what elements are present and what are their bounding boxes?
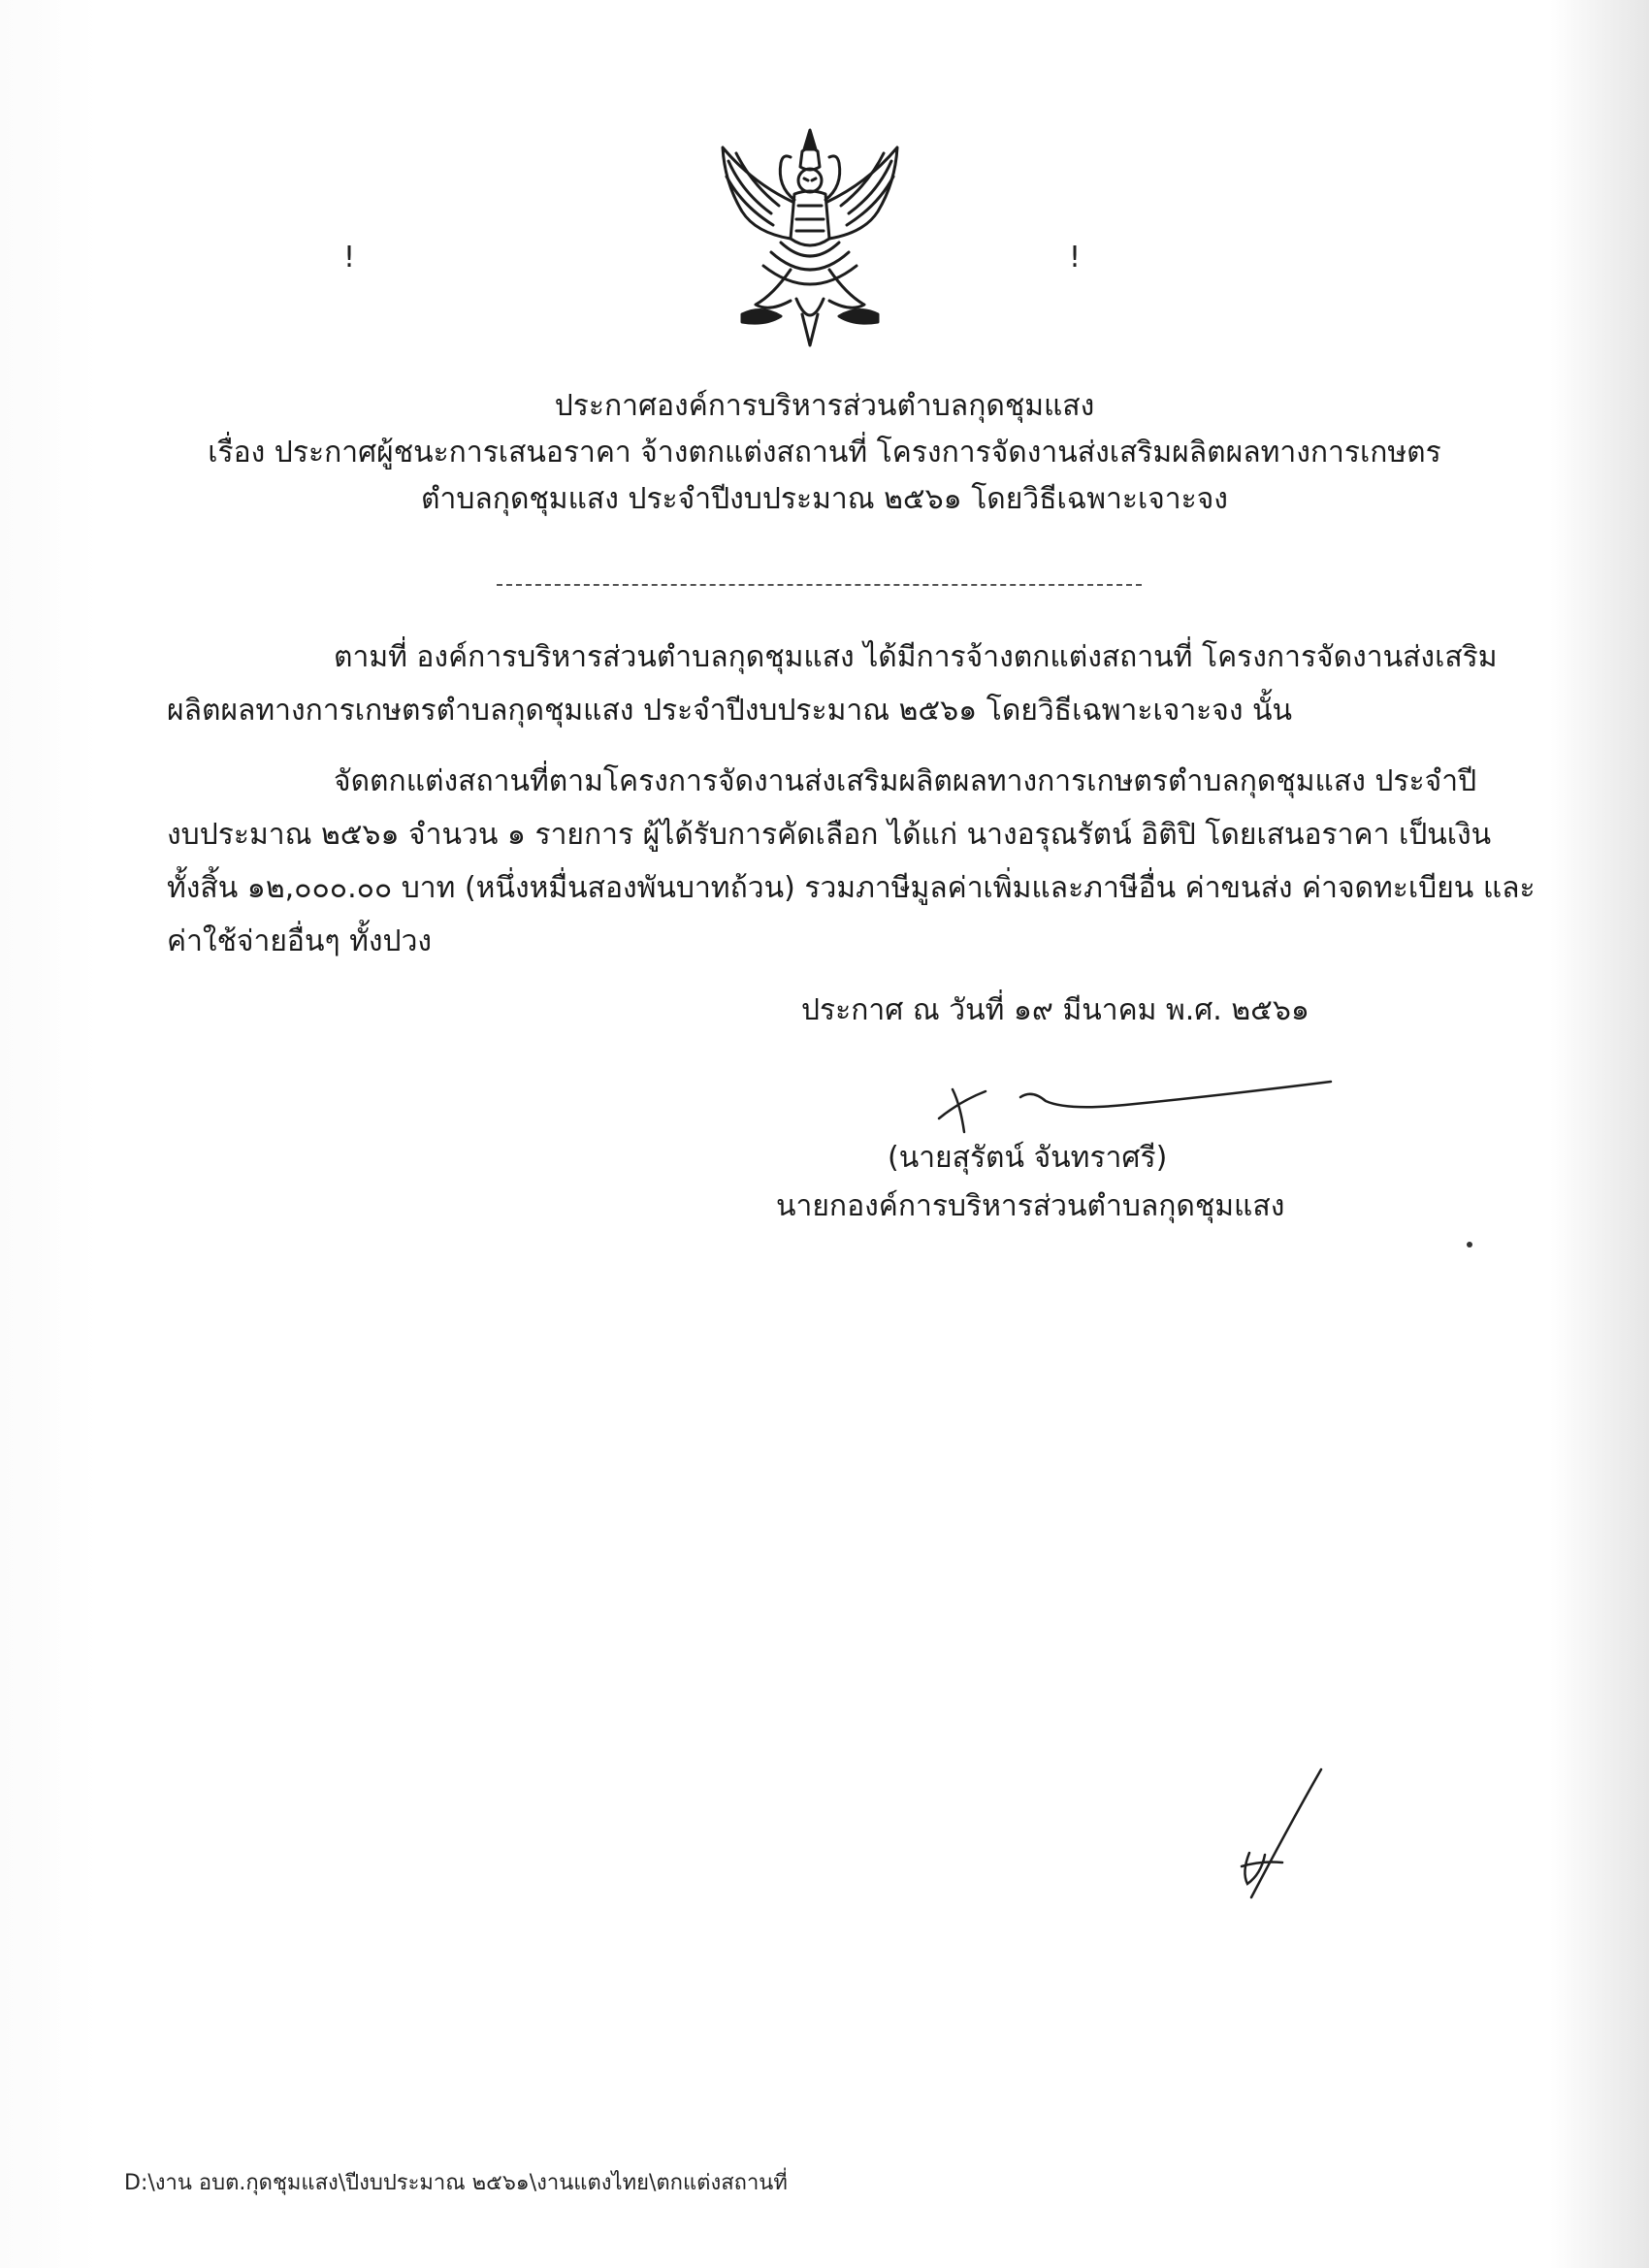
paragraph-line: งบประมาณ ๒๕๖๑ จำนวน ๑ รายการ ผู้ได้รับการคัดเลือก ได้แก่ นางอรุณรัตน์ อิติปิ โดยเสนอราคา เป็นเงิน — [167, 818, 1492, 852]
header-subject-continued: ตำบลกุดชุมแสง ประจำปีงบประมาณ ๒๕๖๑ โดยวิธีเฉพาะเจาะจง — [421, 482, 1228, 516]
header-issuer: ประกาศองค์การบริหารส่วนตำบลกุดชุมแสง — [554, 389, 1095, 423]
punch-mark-right: ! — [1069, 241, 1082, 275]
announcement-date: ประกาศ ณ วันที่ ๑๙ มีนาคม พ.ศ. ๒๕๖๑ — [801, 993, 1310, 1027]
punch-mark-left: ! — [343, 241, 356, 275]
paragraph-line: ค่าใช้จ่ายอื่นๆ ทั้งปวง — [167, 924, 433, 958]
header-subject: เรื่อง ประกาศผู้ชนะการเสนอราคา จ้างตกแต่งสถานที่ โครงการจัดงานส่งเสริมผลิตผลทางการเกษตร — [208, 436, 1441, 470]
garuda-emblem-icon — [713, 124, 907, 349]
document-header — [194, 383, 1455, 523]
initial-mark-image — [1232, 1766, 1329, 1901]
signer-title: นายกองค์การบริหารส่วนตำบลกุดชุมแสง — [776, 1189, 1285, 1223]
body-paragraph-1 — [167, 631, 1498, 737]
signer-name: (นายสุรัตน์ จันทราศรี) — [888, 1141, 1168, 1175]
paragraph-line: จัดตกแต่งสถานที่ตามโครงการจัดงานส่งเสริมผลิตผลทางการเกษตรตำบลกุดชุมแสง ประจำปี — [334, 764, 1477, 798]
paragraph-line: ทั้งสิ้น ๑๒,๐๐๐.๐๐ บาท (หนึ่งหมื่นสองพันบาทถ้วน) รวมภาษีมูลค่าเพิ่มและภาษีอื่น ค่าขนส่ง ค่าจดทะเบียน และ — [167, 871, 1536, 905]
paragraph-line: ผลิตผลทางการเกษตรตำบลกุดชุมแสง ประจำปีงบประมาณ ๒๕๖๑ โดยวิธีเฉพาะเจาะจง นั้น — [167, 694, 1293, 728]
scan-speck — [1467, 1242, 1472, 1247]
file-path-footer: D:\งาน อบต.กุดชุมแสง\ปีงบประมาณ ๒๕๖๑\งานแตงไทย\ตกแต่งสถานที่ — [124, 2171, 788, 2195]
signature-image — [931, 1062, 1339, 1140]
paragraph-line: ตามที่ องค์การบริหารส่วนตำบลกุดชุมแสง ได้มีการจ้างตกแต่งสถานที่ โครงการจัดงานส่งเสริม — [334, 640, 1498, 674]
header-divider — [497, 584, 1142, 586]
body-paragraph-2 — [167, 755, 1536, 968]
